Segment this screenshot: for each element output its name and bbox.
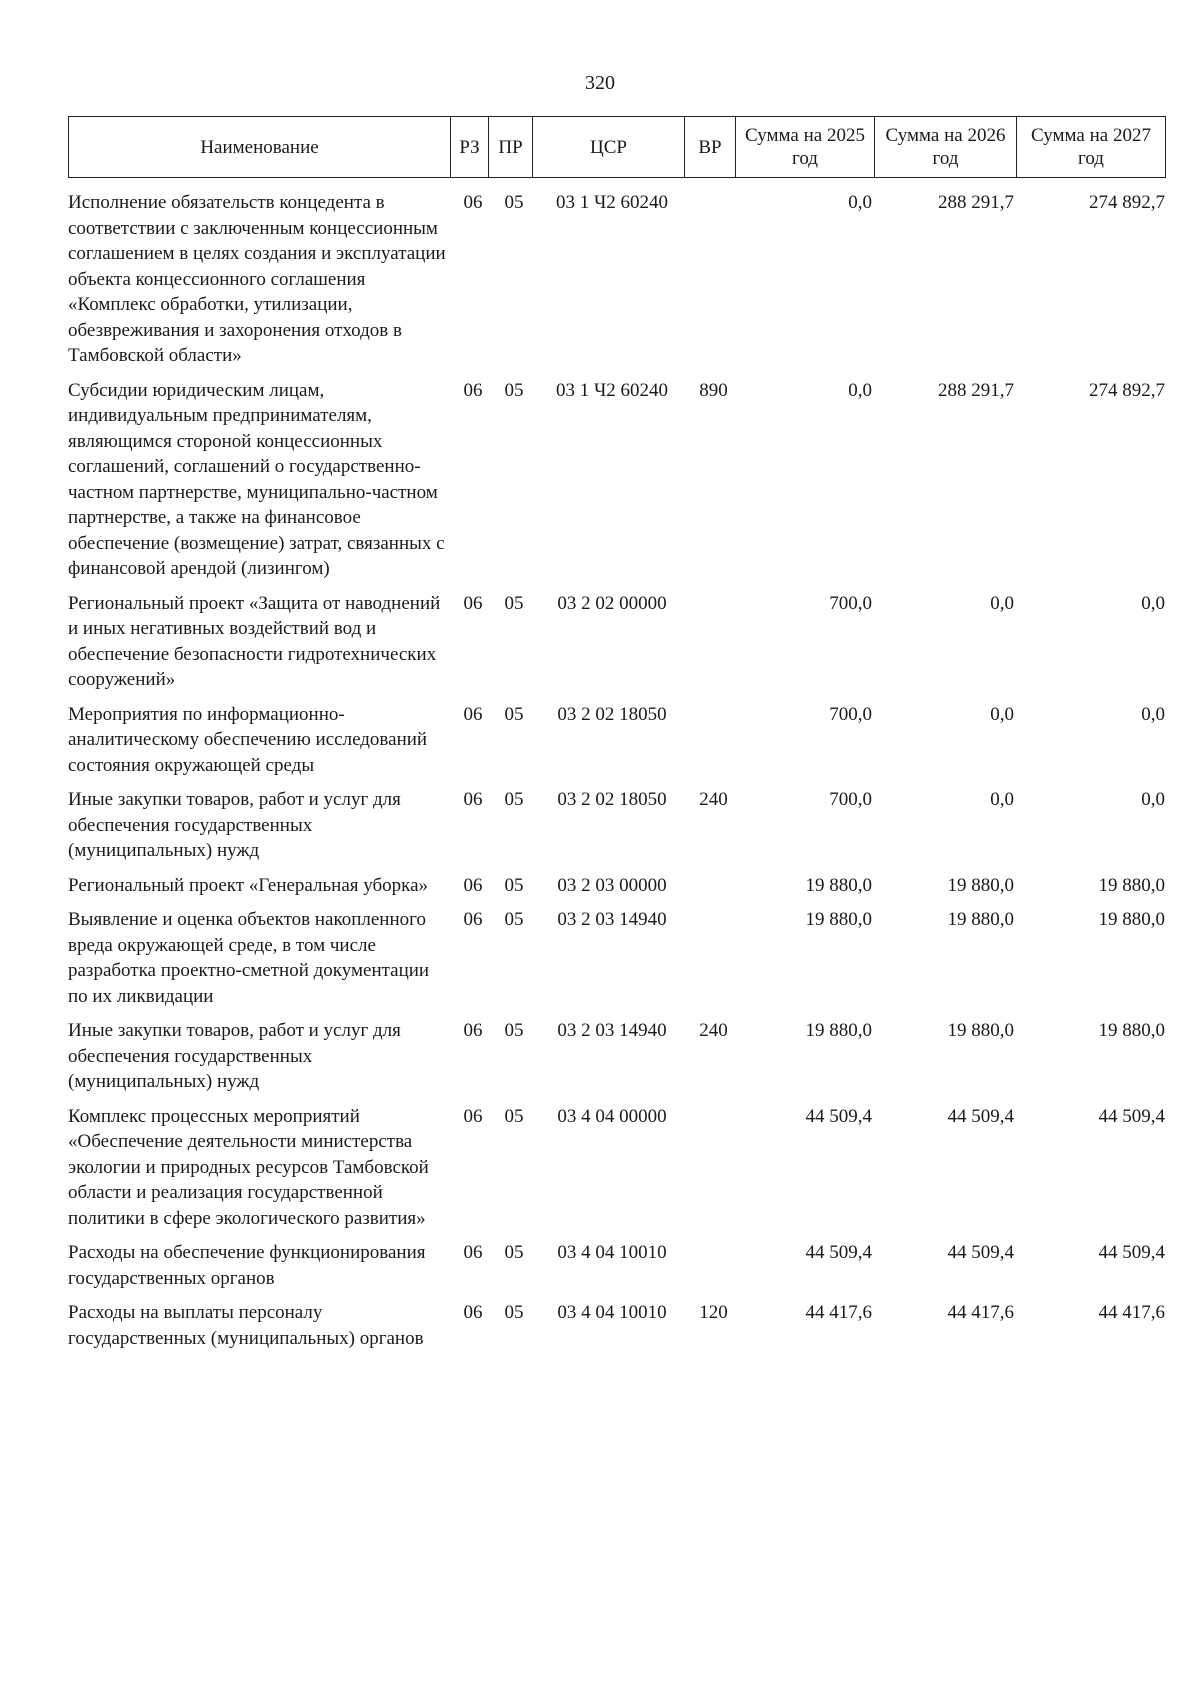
- row-name: Исполнение обязательств концедента в соответствии с заключенным концессионным соглашением в целях создания и эксплуатации объекта концессионного соглашения «Комплекс обработки, утилизации, обезвреживания и захоронения отходов в Тамбовской области»: [68, 192, 446, 366]
- row-vr: [688, 702, 739, 779]
- row-name: Комплекс процессных мероприятий «Обеспечение деятельности министерства экологии и природных ресурсов Тамбовской области и реализация государственной политики в сфере экологического развития»: [68, 1105, 429, 1229]
- row-pr: 05: [504, 1105, 524, 1127]
- row-vr: 890: [699, 379, 728, 401]
- row-sum-2025: 44 509,4: [805, 1105, 872, 1127]
- row-sum-2026: 44 509,4: [947, 1242, 1014, 1263]
- row-sum-2026: 19 880,0: [947, 909, 1014, 930]
- row-sum-2026: 0,0: [990, 592, 1014, 614]
- row-csr: 03 1 Ч2 60240: [555, 192, 669, 213]
- table-row: [68, 702, 1165, 779]
- row-sum-2026: 44 417,6: [947, 1302, 1014, 1323]
- row-csr: 03 1 Ч2 60240: [555, 379, 669, 401]
- row-name: Мероприятия по информационно-аналитическому обеспечению исследований состояния окружающей среды: [68, 703, 428, 776]
- row-pr: 05: [504, 789, 524, 810]
- row-name: Иные закупки товаров, работ и услуг для обеспечения государственных (муниципальных) нужд: [68, 789, 401, 861]
- row-sum-2027: 19 880,0: [1098, 909, 1165, 930]
- row-name: Субсидии юридическим лицам, индивидуальным предпринимателям, являющимся стороной концессионных соглашений, соглашений о государственно-частном партнерстве, муниципально-частном партнерстве, а также на финансовое обеспечение (возмещение) затрат, связанных с финансовой арендой (лизингом): [68, 379, 445, 579]
- row-pr: 05: [504, 874, 524, 896]
- table-row: [68, 378, 1165, 582]
- row-sum-2027: 19 880,0: [1098, 874, 1165, 896]
- row-sum-2025: 19 880,0: [805, 874, 872, 896]
- table-row: [68, 1018, 1165, 1095]
- row-csr: 03 4 04 10010: [557, 1242, 667, 1263]
- header-pr: ПР: [489, 117, 533, 178]
- row-sum-2025: 19 880,0: [805, 909, 872, 930]
- row-pr: 05: [504, 192, 524, 213]
- row-vr: [688, 1104, 739, 1232]
- table-row: [68, 1240, 1165, 1291]
- row-rz: 06: [463, 874, 483, 896]
- row-sum-2027: 19 880,0: [1098, 1020, 1165, 1041]
- row-pr: 05: [504, 909, 524, 930]
- row-rz: 06: [463, 379, 483, 401]
- row-csr: 03 2 02 18050: [557, 789, 667, 810]
- row-pr: 05: [504, 1302, 524, 1323]
- row-sum-2027: 0,0: [1141, 592, 1165, 614]
- header-name: Наименование: [69, 117, 451, 178]
- page-number: 320: [585, 72, 615, 94]
- row-vr: [688, 873, 739, 899]
- row-sum-2026: 19 880,0: [947, 1020, 1014, 1041]
- row-sum-2027: 44 509,4: [1098, 1105, 1165, 1127]
- row-rz: 06: [463, 909, 483, 930]
- row-rz: 06: [463, 789, 483, 810]
- row-sum-2027: 274 892,7: [1089, 379, 1165, 401]
- row-vr: [688, 190, 739, 369]
- row-sum-2027: 0,0: [1141, 789, 1165, 810]
- row-name: Выявление и оценка объектов накопленного вреда окружающей среде, в том числе разработка проектно-сметной документации по их ликвидации: [68, 909, 430, 1007]
- row-sum-2025: 19 880,0: [805, 1020, 872, 1041]
- row-name: Региональный проект «Защита от наводнений и иных негативных воздействий вод и обеспечение безопасности гидротехнических сооружений»: [68, 592, 441, 690]
- row-sum-2026: 44 509,4: [947, 1105, 1014, 1127]
- header-csr: ЦСР: [533, 117, 685, 178]
- row-sum-2025: 700,0: [829, 703, 872, 725]
- header-sum-2025: Сумма на 2025 год: [736, 117, 875, 178]
- table-body: [68, 190, 1165, 1360]
- row-sum-2025: 44 417,6: [805, 1302, 872, 1323]
- row-vr: 240: [699, 789, 728, 810]
- row-pr: 05: [504, 703, 524, 725]
- header-sum-2027: Сумма на 2027 год: [1017, 117, 1166, 178]
- row-rz: 06: [463, 1242, 483, 1263]
- row-vr: [688, 1240, 739, 1291]
- row-sum-2025: 700,0: [829, 592, 872, 614]
- row-pr: 05: [504, 1020, 524, 1041]
- row-pr: 05: [504, 379, 524, 401]
- row-sum-2026: 0,0: [990, 703, 1014, 725]
- row-vr: 120: [699, 1302, 728, 1323]
- row-rz: 06: [463, 592, 483, 614]
- header-vr: ВР: [685, 117, 736, 178]
- row-csr: 03 2 02 18050: [557, 703, 667, 725]
- row-sum-2025: 0,0: [848, 379, 872, 401]
- row-rz: 06: [463, 1020, 483, 1041]
- row-csr: 03 2 03 00000: [557, 874, 667, 896]
- row-vr: 240: [699, 1020, 728, 1041]
- row-rz: 06: [463, 192, 483, 213]
- row-sum-2026: 0,0: [990, 789, 1014, 810]
- row-sum-2026: 288 291,7: [938, 379, 1014, 401]
- row-csr: 03 4 04 10010: [557, 1302, 667, 1323]
- row-sum-2025: 44 509,4: [805, 1242, 872, 1263]
- row-sum-2025: 700,0: [829, 789, 872, 810]
- row-csr: 03 2 03 14940: [557, 909, 667, 930]
- row-rz: 06: [463, 1302, 483, 1323]
- table-row: [68, 591, 1165, 693]
- row-name: Иные закупки товаров, работ и услуг для обеспечения государственных (муниципальных) нужд: [68, 1020, 401, 1092]
- row-sum-2027: 44 417,6: [1098, 1302, 1165, 1323]
- row-vr: [688, 591, 739, 693]
- row-name: Региональный проект «Генеральная уборка»: [68, 874, 429, 896]
- row-pr: 05: [504, 592, 524, 614]
- row-sum-2027: 0,0: [1141, 703, 1165, 725]
- row-csr: 03 2 02 00000: [557, 592, 667, 614]
- row-csr: 03 2 03 14940: [557, 1020, 667, 1041]
- row-vr: [688, 907, 739, 1009]
- row-csr: 03 4 04 00000: [557, 1105, 667, 1127]
- row-sum-2026: 19 880,0: [947, 874, 1014, 896]
- row-name: Расходы на обеспечение функционирования государственных органов: [68, 1242, 426, 1289]
- row-sum-2027: 44 509,4: [1098, 1242, 1165, 1263]
- row-name: Расходы на выплаты персоналу государственных (муниципальных) органов: [68, 1302, 424, 1349]
- header-rz: РЗ: [451, 117, 489, 178]
- row-rz: 06: [463, 1105, 483, 1127]
- table-row: [68, 1300, 1165, 1351]
- row-sum-2027: 274 892,7: [1089, 192, 1165, 213]
- row-sum-2025: 0,0: [848, 192, 872, 213]
- table-row: [68, 873, 1165, 899]
- table-row: [68, 1104, 1165, 1232]
- row-pr: 05: [504, 1242, 524, 1263]
- table-row: [68, 190, 1165, 369]
- table-header: [68, 116, 1166, 178]
- table-row: [68, 907, 1165, 1009]
- table-row: [68, 787, 1165, 864]
- header-sum-2026: Сумма на 2026 год: [875, 117, 1017, 178]
- row-rz: 06: [463, 703, 483, 725]
- row-sum-2026: 288 291,7: [938, 192, 1014, 213]
